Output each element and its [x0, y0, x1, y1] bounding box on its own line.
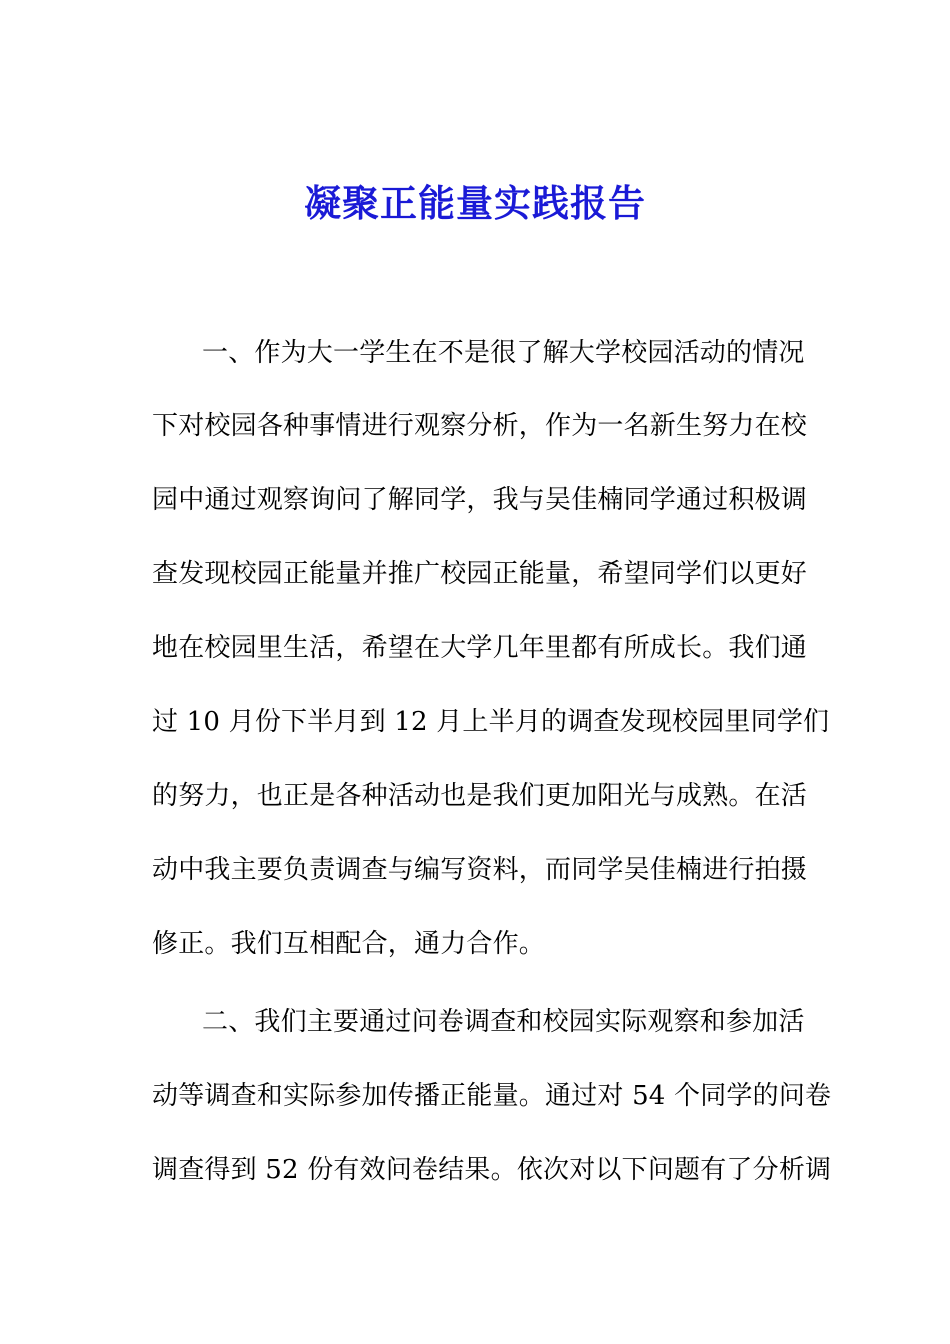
paragraph-2-line-2: 动等调查和实际参加传播正能量。通过对 54 个同学的问卷 — [152, 1081, 832, 1111]
paragraph-1-line-4: 查发现校园正能量并推广校园正能量，希望同学们以更好 — [152, 559, 808, 589]
paragraph-2-line-3: 调查得到 52 份有效问卷结果。依次对以下问题有了分析调 — [152, 1155, 832, 1185]
paragraph-1-line-2: 下对校园各种事情进行观察分析，作为一名新生努力在校 — [152, 411, 808, 441]
paragraph-1-line-1: 一、作为大一学生在不是很了解大学校园活动的情况 — [202, 338, 805, 368]
paragraph-2-line-1: 二、我们主要通过问卷调查和校园实际观察和参加活 — [202, 1007, 805, 1037]
paragraph-1-line-8: 动中我主要负责调查与编写资料，而同学吴佳楠进行拍摄 — [152, 855, 808, 885]
paragraph-1-line-3: 园中通过观察询问了解同学，我与吴佳楠同学通过积极调 — [152, 485, 808, 515]
document-title: 凝聚正能量实践报告 — [304, 181, 646, 225]
paragraph-1-line-9: 修正。我们互相配合，通力合作。 — [152, 929, 546, 959]
paragraph-1-line-5: 地在校园里生活，希望在大学几年里都有所成长。我们通 — [152, 633, 808, 663]
paragraph-1-line-7: 的努力，也正是各种活动也是我们更加阳光与成熟。在活 — [152, 781, 808, 811]
paragraph-1-line-6: 过 10 月份下半月到 12 月上半月的调查发现校园里同学们 — [152, 707, 830, 737]
